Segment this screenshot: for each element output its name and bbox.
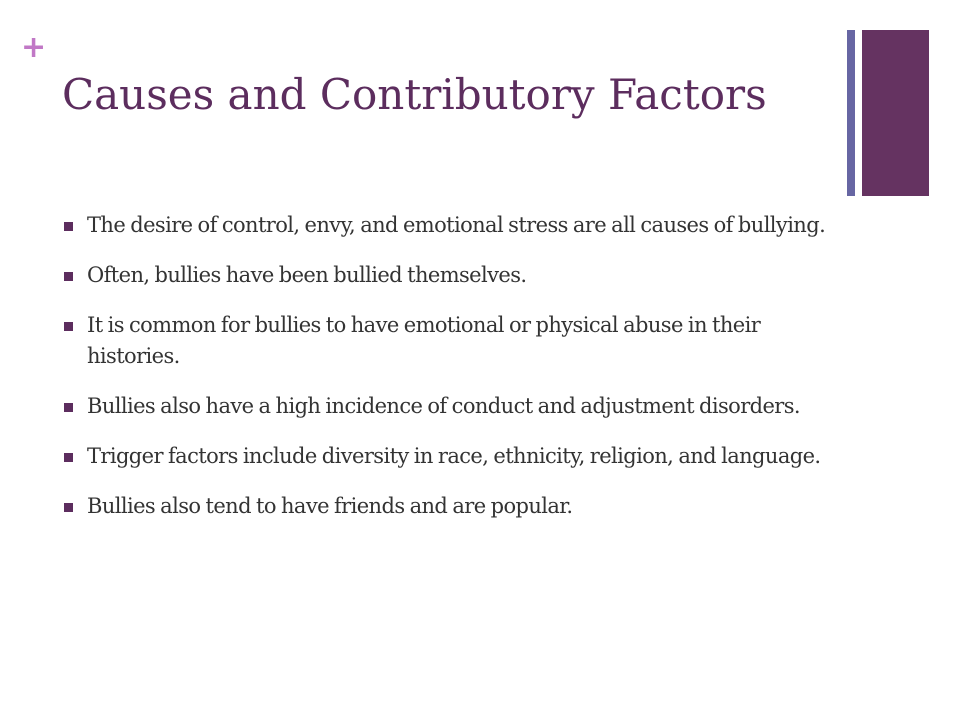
bullet-text: It is common for bullies to have emotional or physical abuse in their histories.	[87, 313, 761, 368]
bullet-item	[64, 310, 854, 372]
bullet-text: Trigger factors include diversity in race, ethnicity, religion, and language.	[87, 444, 821, 468]
bullet-list	[64, 210, 854, 541]
plus-icon: +	[21, 30, 47, 65]
bullet-text: Bullies also have a high incidence of conduct and adjustment disorders.	[87, 394, 800, 418]
bullet-square-icon	[64, 222, 73, 231]
bullet-square-icon	[64, 503, 73, 512]
bullet-text: The desire of control, envy, and emotional stress are all causes of bullying.	[87, 213, 826, 237]
bullet-text: Often, bullies have been bullied themselves.	[87, 263, 527, 287]
bullet-square-icon	[64, 272, 73, 281]
bullet-square-icon	[64, 453, 73, 462]
bullet-item	[64, 491, 854, 522]
bullet-item	[64, 260, 854, 291]
bullet-text: Bullies also tend to have friends and are popular.	[87, 494, 573, 518]
bullet-square-icon	[64, 322, 73, 331]
bullet-square-icon	[64, 403, 73, 412]
accent-bar-thick	[862, 30, 929, 196]
bullet-item	[64, 441, 854, 472]
bullet-item	[64, 210, 854, 241]
accent-bar-thin	[847, 30, 855, 196]
slide-title: Causes and Contributory Factors	[62, 70, 767, 119]
bullet-item	[64, 391, 854, 422]
